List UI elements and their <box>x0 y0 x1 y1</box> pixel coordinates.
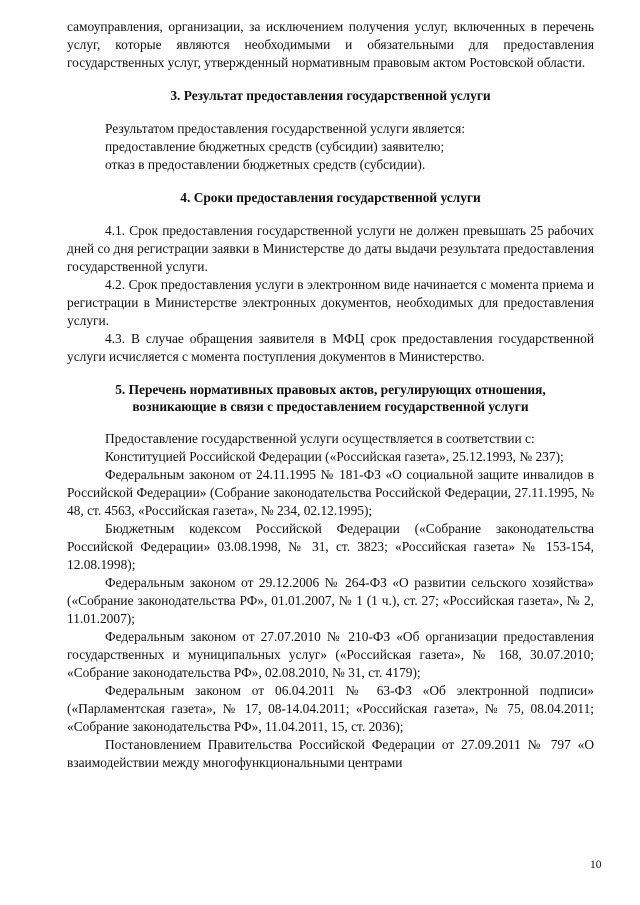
section-5-paragraph: Бюджетным кодексом Российской Федерации («Собрание законодательства Российской Федерации» 03.08.1998, № 31, ст. 3823; «Российская газета» № 153-154, 12.08.1998); <box>67 521 594 572</box>
page-number: 10 <box>590 859 602 871</box>
section-4-paragraph: 4.1. Срок предоставления государственной услуги не должен превышать 25 рабочих дней со дня регистрации заявки в Министерстве до даты выдачи результата предоставления государственной услуги. <box>67 223 594 274</box>
section-5-paragraph: Федеральным законом от 29.12.2006 № 264-ФЗ «О развитии сельского хозяйства» («Собрание законодательства РФ», 01.01.2007, № 1 (1 ч.), ст. 27; «Российская газета», № 2, 11.01.2007); <box>67 575 594 626</box>
section-5-heading-line: возникающие в связи с предоставлением государственной услуги <box>132 399 529 414</box>
section-5-paragraph: Конституцией Российской Федерации («Российская газета», 25.12.1993, № 237); <box>105 449 564 464</box>
section-3-heading: 3. Результат предоставления государственной услуги <box>170 88 491 103</box>
section-5-paragraph: Предоставление государственной услуги осуществляется в соответствии с: <box>105 431 535 446</box>
section-4-paragraph: 4.3. В случае обращения заявителя в МФЦ срок предоставления государственной услуги исчисляется с момента поступления документов в Министерство. <box>67 331 594 364</box>
section-5-paragraph: Федеральным законом от 06.04.2011 № 63-ФЗ «Об электронной подписи» («Парламентская газета», № 17, 08-14.04.2011; «Российская газета», № 75, 08.04.2011; «Собрание законодательства РФ», 11.04.2011, 15, ст. 2036); <box>67 683 594 734</box>
section-5-paragraph: Федеральным законом от 27.07.2010 № 210-ФЗ «Об организации предоставления государственных и муниципальных услуг» («Российская газета», № 168, 30.07.2010; «Собрание законодательства РФ», 02.08.2010, № 31, ст. 4179); <box>67 629 594 680</box>
section-4-heading: 4. Сроки предоставления государственной услуги <box>180 190 481 205</box>
section-4-paragraph: 4.2. Срок предоставления услуги в электронном виде начинается с момента приема и регистрации в Министерстве электронных документов, необходимых для предоставления услуги. <box>67 277 594 328</box>
section-5-heading <box>67 381 594 415</box>
section-5-paragraph: Федеральным законом от 24.11.1995 № 181-ФЗ «О социальной защите инвалидов в Российской Федерации» (Собрание законодательства Российской Федерации, 27.11.1995, № 48, ст. 4563, «Российская газета», № 234, 02.12.1995); <box>67 467 594 518</box>
section-3-line: предоставление бюджетных средств (субсидии) заявителю; <box>105 139 445 154</box>
intro-paragraph: самоуправления, организации, за исключением получения услуг, включенных в перечень услуг, которые являются необходимыми и обязательными для предоставления государственных услуг, утвержденный нормативным правовым актом Ростовской области. <box>67 19 594 70</box>
section-5-paragraph: Постановлением Правительства Российской Федерации от 27.09.2011 № 797 «О взаимодействии между многофункциональными центрами <box>67 737 594 770</box>
section-3-line: Результатом предоставления государственной услуги является: <box>105 121 466 136</box>
section-5-heading-line: 5. Перечень нормативных правовых актов, регулирующих отношения, <box>115 382 546 397</box>
section-3-line: отказ в предоставлении бюджетных средств (субсидии). <box>105 157 426 172</box>
